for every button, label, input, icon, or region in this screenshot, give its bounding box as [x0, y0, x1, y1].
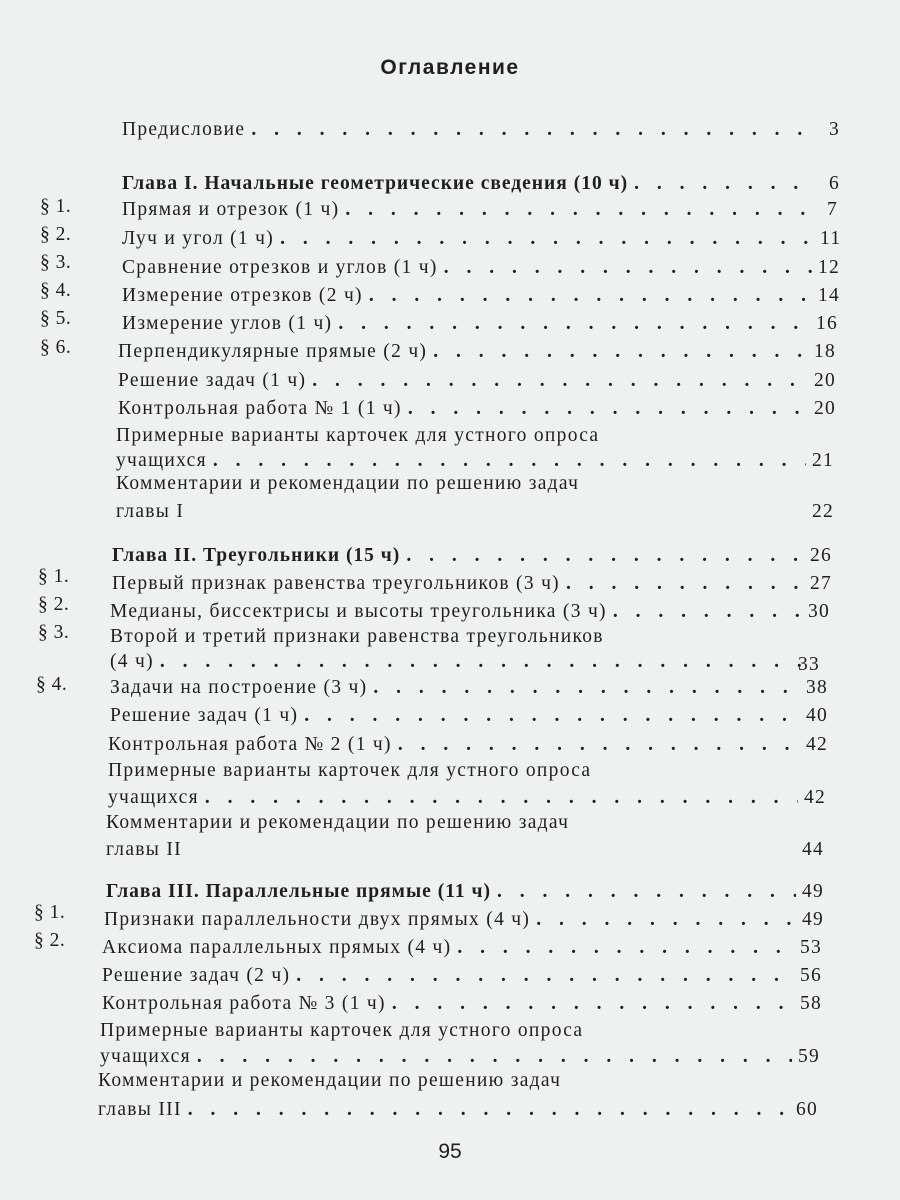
toc-label-line: Примерные варианты карточек для устного опроса [116, 425, 600, 446]
section-number: § 5. [40, 308, 72, 329]
toc-label: Луч и угол (1 ч) [122, 228, 275, 249]
toc-page: 53 [800, 937, 823, 958]
toc-page: 30 [808, 601, 831, 622]
toc-page: 42 [806, 734, 829, 755]
toc-label: Признаки параллельности двух прямых (4 ч) [104, 909, 531, 930]
leader-dots [296, 964, 794, 988]
section-number: § 6. [40, 337, 72, 358]
leader-dots [497, 880, 796, 904]
section-number: § 2. [38, 594, 70, 615]
page-title: Оглавление [380, 56, 520, 79]
toc-page: 27 [810, 573, 833, 594]
toc-label: главы II [106, 839, 182, 860]
leader-dots [251, 118, 816, 142]
toc-entry-ch3-cards[interactable] [100, 1045, 821, 1069]
leader-dots [338, 312, 810, 336]
toc-page: 14 [818, 285, 841, 306]
toc-label: (4 ч) [110, 651, 154, 672]
toc-label: Задачи на построение (3 ч) [110, 677, 368, 698]
toc-page: 44 [802, 839, 825, 860]
toc-chapter-2-heading[interactable] [112, 544, 833, 568]
leader-dots [369, 284, 812, 308]
toc-entry-ch2-problems[interactable] [110, 704, 829, 728]
toc-label: учащихся [100, 1046, 191, 1067]
toc-label: Решение задач (2 ч) [102, 965, 291, 986]
toc-chapter-1-heading[interactable] [122, 172, 840, 196]
toc-entry-ch1-s5[interactable] [122, 312, 839, 336]
toc-label: Аксиома параллельных прямых (4 ч) [102, 937, 452, 958]
toc-page: 58 [800, 993, 823, 1014]
toc-page: 60 [796, 1099, 819, 1120]
toc-label: Контрольная работа № 3 (1 ч) [102, 993, 386, 1014]
toc-label: Решение задач (1 ч) [110, 705, 299, 726]
leader-dots [536, 908, 796, 932]
leader-dots [197, 1045, 792, 1069]
section-number: § 2. [34, 930, 66, 951]
section-number: § 4. [36, 674, 68, 695]
toc-entry-ch2-s4[interactable] [110, 676, 829, 700]
toc-entry-ch2-s3[interactable] [110, 650, 826, 674]
leader-dots [457, 936, 794, 960]
toc-entry-ch2-cards[interactable] [108, 786, 827, 810]
toc-entry-ch2-s2[interactable] [110, 600, 831, 624]
section-number: § 3. [40, 252, 72, 273]
section-number: § 1. [38, 566, 70, 587]
toc-page: 59 [798, 1046, 821, 1067]
toc-label-line: Примерные варианты карточек для устного опроса [100, 1020, 584, 1041]
toc-label-line: Комментарии и рекомендации по решению задач [116, 473, 580, 494]
leader-dots [280, 227, 814, 251]
toc-entry-ch2-comments[interactable] [106, 838, 825, 862]
toc-page-ch2-s3: 33 [798, 654, 821, 675]
toc-page: 22 [812, 501, 835, 522]
leader-dots [398, 733, 800, 757]
toc-entry-ch3-s2[interactable] [102, 936, 823, 960]
toc-page: 26 [810, 545, 833, 566]
toc-page: 16 [816, 313, 839, 334]
toc-label: учащихся [108, 787, 199, 808]
toc-chapter-3-heading[interactable] [106, 880, 825, 904]
toc-entry-ch2-test[interactable] [108, 733, 829, 757]
toc-label: главы I [116, 501, 185, 522]
toc-label: учащихся [116, 450, 207, 471]
toc-label: Глава I. Начальные геометрические сведения (10 ч) [122, 173, 629, 194]
toc-label: Первый признак равенства треугольников (3 ч) [112, 573, 560, 594]
toc-label: Глава III. Параллельные прямые (11 ч) [106, 881, 491, 902]
toc-page: 49 [802, 909, 825, 930]
toc-page: 20 [814, 370, 837, 391]
leader-dots [392, 992, 794, 1016]
leader-dots [433, 340, 808, 364]
leader-dots [408, 397, 808, 421]
toc-entry-ch1-s6[interactable] [118, 340, 837, 364]
leader-dots [373, 676, 800, 700]
toc-entry-ch1-cards[interactable] [116, 449, 835, 473]
toc-page: 38 [806, 677, 829, 698]
toc-entry-ch2-s1[interactable] [112, 572, 833, 596]
toc-label: Сравнение отрезков и углов (1 ч) [122, 257, 438, 278]
toc-label: Глава II. Треугольники (15 ч) [112, 545, 401, 566]
toc-page: 11 [820, 228, 842, 249]
toc-label: Контрольная работа № 2 (1 ч) [108, 734, 392, 755]
toc-entry-ch3-s1[interactable] [104, 908, 825, 932]
toc-entry-ch1-s3[interactable] [122, 256, 841, 280]
toc-page: 6 [828, 173, 840, 194]
toc-label: Медианы, биссектрисы и высоты треугольника (3 ч) [110, 601, 607, 622]
toc-label-line: Примерные варианты карточек для устного опроса [108, 760, 592, 781]
section-number: § 3. [38, 622, 70, 643]
toc-label: Контрольная работа № 1 (1 ч) [118, 398, 402, 419]
toc-label: Перпендикулярные прямые (2 ч) [118, 341, 428, 362]
toc-entry-ch3-comments[interactable] [98, 1098, 819, 1122]
leader-dots [345, 198, 814, 222]
leader-dots [634, 172, 816, 196]
leader-dots [160, 650, 802, 674]
toc-label: Предисловие [122, 119, 246, 140]
leader-dots [304, 704, 800, 728]
toc-entry-ch1-s1[interactable] [122, 198, 838, 222]
toc-page: 12 [818, 257, 841, 278]
leader-dots [406, 544, 804, 568]
toc-page: 20 [814, 398, 837, 419]
toc-label: главы III [98, 1099, 182, 1120]
section-number: § 1. [40, 196, 72, 217]
toc-page: 49 [802, 881, 825, 902]
toc-entry-preface[interactable] [122, 118, 840, 142]
toc-entry-ch1-s4[interactable] [122, 284, 841, 308]
toc-entry-ch1-test[interactable] [118, 397, 837, 421]
toc-entry-ch3-test[interactable] [102, 992, 823, 1016]
leader-dots [205, 786, 798, 810]
toc-label: Измерение отрезков (2 ч) [122, 285, 363, 306]
toc-page: 7 [826, 199, 838, 220]
toc-entry-ch1-problems[interactable] [118, 369, 837, 393]
section-number: § 1. [34, 902, 66, 923]
leader-dots [613, 600, 802, 624]
toc-entry-ch1-comments[interactable] [116, 500, 835, 524]
leader-dots [444, 256, 812, 280]
toc-page: 40 [806, 705, 829, 726]
leader-dots [312, 369, 808, 393]
toc-page: 3 [828, 119, 840, 140]
toc-label: Измерение углов (1 ч) [122, 313, 333, 334]
toc-label-line: Комментарии и рекомендации по решению задач [106, 812, 570, 833]
leader-dots [566, 572, 804, 596]
section-number: § 2. [40, 224, 72, 245]
toc-page: 21 [812, 450, 835, 471]
toc-label: Решение задач (1 ч) [118, 370, 307, 391]
toc-entry-ch3-problems[interactable] [102, 964, 823, 988]
toc-page: 18 [814, 341, 837, 362]
toc-label-line: Комментарии и рекомендации по решению задач [98, 1070, 562, 1091]
page-number: 95 [438, 1140, 462, 1163]
leader-dots [213, 449, 806, 473]
section-number: § 4. [40, 280, 72, 301]
toc-page: 42 [804, 787, 827, 808]
toc-entry-ch1-s2[interactable] [122, 227, 842, 251]
leader-dots [188, 1098, 790, 1122]
toc-label-line: Второй и третий признаки равенства треугольников [110, 626, 604, 647]
toc-page: 56 [800, 965, 823, 986]
toc-label: Прямая и отрезок (1 ч) [122, 199, 340, 220]
